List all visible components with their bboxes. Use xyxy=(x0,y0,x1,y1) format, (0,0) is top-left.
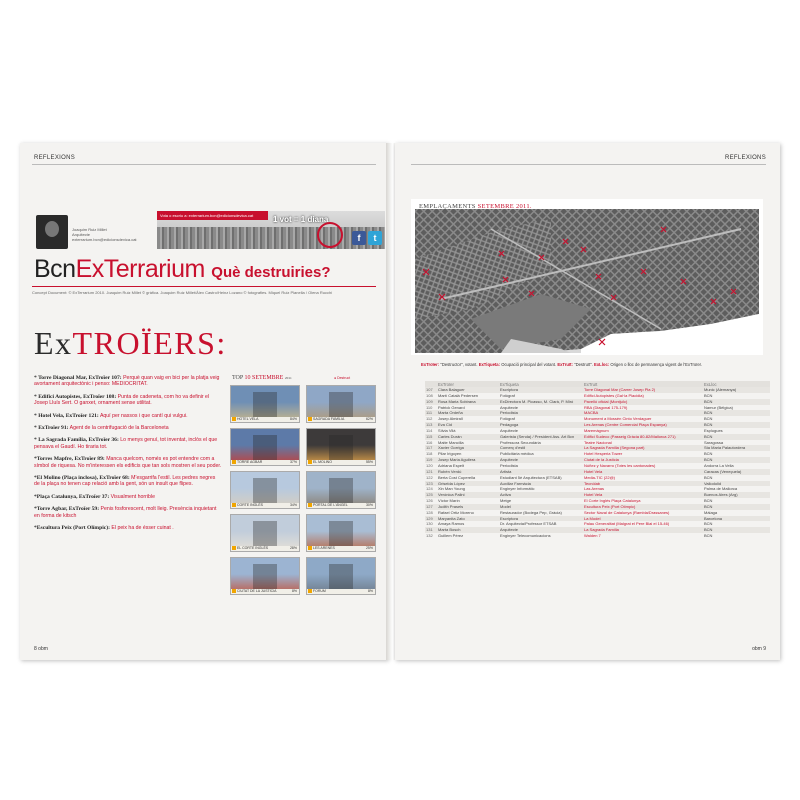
table-cell: Professora Secundària xyxy=(500,439,541,445)
table-cell: Media-TIC (22@) xyxy=(584,474,615,480)
table-cell: BCN xyxy=(704,533,713,539)
top10-tile xyxy=(230,514,300,552)
table-cell: Núñez y Navarro (Totes les cantonades) xyxy=(584,462,656,468)
table-cell: Clara Balaguer xyxy=(437,387,499,393)
table-cell: 127 xyxy=(425,504,437,510)
table-cell: Saragossa xyxy=(704,439,724,445)
building-photo xyxy=(329,392,353,418)
banner-vote-text: 1 vot = 1 diana xyxy=(273,215,329,224)
table-cell: Carles Durán xyxy=(437,434,499,440)
table-cell: BCN xyxy=(703,422,770,428)
table-cell: Artista xyxy=(499,469,583,475)
table-cell: Màlaga xyxy=(704,509,718,515)
tile-label: EL MOLINO xyxy=(313,460,332,464)
tile-percent: 55% xyxy=(365,460,373,464)
tile-caption xyxy=(231,589,299,594)
table-cell: RBA (Diagonal 175-179) xyxy=(584,404,628,410)
table-cell: Eva Cid xyxy=(437,422,499,428)
tile-label: CORTE INGLÉS xyxy=(237,503,263,507)
top10-tile xyxy=(306,428,376,466)
tile-caption xyxy=(231,460,299,465)
right-page xyxy=(395,143,780,660)
tile-caption xyxy=(307,503,375,508)
table-cell: Ciutat de la Justícia xyxy=(583,457,703,463)
banner-stripe: Vota o escriu a: exterrarium.bcn@edicionsdevica.cat xyxy=(157,211,268,220)
table-cell: 114 xyxy=(426,427,433,433)
table-cell: Tecnòlab xyxy=(583,481,703,487)
building-photo xyxy=(329,564,353,590)
left-page xyxy=(20,143,388,660)
top10-tile xyxy=(306,471,376,509)
list-item: * Torre Diagonal Mar, ExTroïer 107: Perquè quan vaig en bici per la platja veig avortament arquitectònic i penso: MEDIOCRITAT. xyxy=(34,375,220,388)
article-title xyxy=(34,255,331,284)
tile-percent: 37% xyxy=(289,460,297,464)
table-cell: Esplugues xyxy=(704,427,723,433)
table-cell: Hotel Vela xyxy=(583,469,703,475)
table-cell: BCN xyxy=(703,399,770,405)
table-cell: MACBA xyxy=(583,410,703,416)
table-cell: Amaya Ramos xyxy=(438,521,465,527)
table-cell: Periodista xyxy=(499,410,583,416)
tile-caption xyxy=(307,589,375,594)
title-part1: Bcn xyxy=(34,255,76,283)
table-cell: Vallodolid xyxy=(703,481,770,487)
table-cell: BCN xyxy=(704,416,713,422)
table-cell: Maryanita Zato xyxy=(437,516,499,522)
table-cell: 112 xyxy=(426,416,433,422)
target-icon xyxy=(308,417,312,421)
table-cell: BCN xyxy=(703,457,770,463)
page-number: obm 9 xyxy=(752,646,766,652)
table-cell: Rosa Maria Sobirana xyxy=(437,399,499,405)
table-cell: Arquitecte xyxy=(500,404,519,410)
author-email: exterrarium.bcn@edicionsdevica.cat xyxy=(72,237,137,242)
table-cell: Josep Maria Aguilera xyxy=(437,457,499,463)
table-cell: Sector Naval de Catalunya (Rambla/Drassanes) xyxy=(584,509,670,515)
table-cell: 110 xyxy=(426,404,433,410)
table-cell: Verónica Palini xyxy=(437,492,499,498)
table-cell: Judith Prasels xyxy=(437,504,499,510)
table-cell: BCN xyxy=(703,410,770,416)
table-cell: Pedagoga xyxy=(499,422,583,428)
top10-tile xyxy=(230,471,300,509)
section-header: REFLEXIONS xyxy=(34,155,76,161)
table-cell: Sta Maria Palautordera xyxy=(703,445,770,451)
table-cell: Munic (Alemanya) xyxy=(703,387,770,393)
table-cell: 132 xyxy=(426,533,433,539)
title-part2: ExTerrarium xyxy=(75,255,205,283)
table-cell: Guillem Pérez xyxy=(438,533,464,539)
vote-banner xyxy=(157,211,385,249)
table-cell: 124 xyxy=(426,486,433,492)
table-cell: ExDirectora M. Picasso, M. Clarà, P. Miró xyxy=(499,399,583,405)
table-cell: Torre Diagonal Mar (Carrer Josep Pla 2) xyxy=(583,387,703,393)
target-icon xyxy=(232,417,236,421)
tile-percent: 25% xyxy=(365,546,373,550)
target-icon xyxy=(232,503,236,507)
table-cell: 108 xyxy=(426,392,433,398)
tile-label: CIUTAT DE LA JUSTÍCIA xyxy=(237,589,277,593)
target-icon xyxy=(308,546,312,550)
table-cell: Xin Man Young xyxy=(438,486,465,492)
list-item: * Edifici Autopistes, ExTroïer 108: Punta de cadeneta, com ho va definir el Josep Lluís Sert. O ganxet, ornament sense utilitat. xyxy=(34,393,210,407)
table-cell: Marta Ordeña xyxy=(437,410,499,416)
table-cell: 129 xyxy=(425,516,437,522)
destruct-label: ● Destruct xyxy=(334,376,351,380)
tile-percent: 8% xyxy=(367,589,373,593)
section-header: REFLEXIONS xyxy=(724,155,766,161)
building-photo xyxy=(253,392,277,418)
extroiers-heading xyxy=(34,325,227,362)
skyline-image xyxy=(157,227,385,249)
table-cell: Enginyer Telecomunicacions xyxy=(500,533,551,539)
table-cell: Pavelló oficial (Montjuïc) xyxy=(583,399,703,405)
col-extroier: ExTroïer xyxy=(437,381,499,387)
table-cell: 109 xyxy=(425,399,437,405)
table-cell: Escriptora xyxy=(499,387,583,393)
table-cell: Las Arenas xyxy=(584,486,605,492)
table-cell: Comerç d'estil xyxy=(499,445,583,451)
table-row xyxy=(425,533,770,539)
table-cell: Arquitecte xyxy=(499,457,583,463)
table-cell: Hotel Hesperia Tower xyxy=(584,451,623,457)
tile-caption xyxy=(231,503,299,508)
table-cell: 120 xyxy=(426,462,433,468)
table-cell: Escultura Peix (Port Olímpic) xyxy=(583,504,703,510)
voters-table xyxy=(425,381,770,539)
table-cell: 118 xyxy=(426,451,433,457)
col-extiqueta: ExTiqueta xyxy=(499,381,583,387)
table-cell: Rubén Verdú xyxy=(437,469,499,475)
table-cell: 128 xyxy=(426,509,433,515)
table-cell: La Sagrada Família xyxy=(583,527,703,533)
table-cell: 113 xyxy=(425,422,437,428)
table-cell: Model xyxy=(499,504,583,510)
table-cell: 111 xyxy=(425,410,437,416)
table-cell: BCN xyxy=(703,527,770,533)
table-cell: Fotògraf xyxy=(500,416,515,422)
top10-tile xyxy=(230,385,300,423)
table-cell: Enginyer Informàtic xyxy=(500,486,535,492)
table-cell: Walden 7 xyxy=(584,533,601,539)
top10-tile xyxy=(230,428,300,466)
table-cell: Griselda López xyxy=(437,481,499,487)
tile-percent: 84% xyxy=(289,417,297,421)
extroiers-heading-b: TROÏERS: xyxy=(72,325,227,361)
tile-label: HOTEL VELA xyxy=(237,417,259,421)
table-cell: Edifici Autopistes (Gal·la Placidia) xyxy=(584,392,644,398)
table-cell: 125 xyxy=(425,492,437,498)
table-cell: 117 xyxy=(425,445,437,451)
page-number: 8 obm xyxy=(34,646,48,652)
top10-tile xyxy=(230,557,300,595)
entries-list xyxy=(34,375,222,538)
building-photo xyxy=(329,478,353,504)
list-item: *Escultura Peix (Port Olímpic): El peix ha de ésser cuinat . xyxy=(34,525,174,532)
legend: ExTroïer: "Destructor", votant. ExTiqueta: Ocupació principal del votant. ExTruït: "Destruït". ExLloc: Origen o lloc de permanença vigent de l'ExTroïer. xyxy=(421,362,702,367)
tile-label: SAGRADA FAMÍLIA xyxy=(313,417,345,421)
table-cell: 107 xyxy=(425,387,437,393)
tile-caption xyxy=(307,417,375,422)
table-cell: Publicitària mèdica xyxy=(500,451,534,457)
table-cell: Restaurador (Bodega Pep, Gràcia) xyxy=(500,509,562,515)
top10-tile xyxy=(306,385,376,423)
list-item: * Hotel Vela, ExTroïer 121: Aquí per nassos i que cantí qui vulgui. xyxy=(34,412,188,419)
target-icon xyxy=(308,460,312,464)
table-cell: Palma de Mallorca xyxy=(704,486,738,492)
tile-label: LES ARENES xyxy=(313,546,335,550)
building-photo xyxy=(253,435,277,461)
facebook-icon[interactable]: f xyxy=(352,231,366,245)
table-cell: BCN xyxy=(704,451,713,457)
table-cell: Marta Bosch xyxy=(437,527,499,533)
tile-caption xyxy=(307,460,375,465)
table-cell: Maite Mancilla xyxy=(438,439,464,445)
table-cell: Periodista xyxy=(500,462,518,468)
map-title: EMPLAÇAMENTS SETEMBRE 2011. xyxy=(419,203,532,210)
top10-tile xyxy=(306,514,376,552)
table-cell: Monument a Mossèn Cinto Verdaguer xyxy=(584,416,652,422)
table-cell: Víctor Marín xyxy=(438,498,460,504)
table-cell: 126 xyxy=(426,498,433,504)
twitter-icon[interactable]: t xyxy=(368,231,382,245)
table-cell: Namur (Bèlgica) xyxy=(704,404,733,410)
table-cell: Berta Cost Cuperella xyxy=(438,474,476,480)
table-cell: El Corte Inglés Plaça Catalunya xyxy=(584,498,641,504)
author-name: Joaquim Ruiz Millet xyxy=(72,227,107,232)
table-cell: 123 xyxy=(425,481,437,487)
barcelona-map xyxy=(411,199,763,355)
table-cell: La Sagrada Família (Segona part) xyxy=(583,445,703,451)
map-panel xyxy=(411,199,763,355)
table-cell: Xavier Gorriga xyxy=(437,445,499,451)
header-rule xyxy=(411,164,766,165)
table-cell: Palau Generalitat (Malgrat el Pere Blai el 15-46) xyxy=(584,521,670,527)
author-role: Arquitecte xyxy=(72,232,91,237)
list-item: * ExTroïer 91: Agent de la centrifugació de la Barceloneta xyxy=(34,425,169,432)
tile-label: EL CORTE INGLÉS xyxy=(237,546,269,550)
target-icon xyxy=(232,460,236,464)
tile-percent: 62% xyxy=(365,417,373,421)
building-photo xyxy=(329,521,353,547)
table-cell: 115 xyxy=(425,434,437,440)
building-photo xyxy=(253,521,277,547)
table-cell: Rafael Ortiz Moreno xyxy=(438,509,474,515)
table-cell: 122 xyxy=(426,474,433,480)
table-cell: Patrick Genard xyxy=(438,404,465,410)
title-rule xyxy=(32,286,376,287)
author-block xyxy=(72,227,137,242)
table-cell: Maremàgnum xyxy=(584,427,609,433)
top10-label: TOP 10 SETEMBRE 2011 xyxy=(232,375,292,381)
list-item: *El Molino (Plaça inclosa), ExTroïer 68: M'esgarrifa l'estil. Les pedres negres de la plaça no tenen cap relació amb la gent, són un insult que flipes. xyxy=(34,475,216,488)
table-cell: Arquitecte xyxy=(500,427,519,433)
table-cell: Auxiliar Farmàcia xyxy=(499,481,583,487)
table-cell: BCN xyxy=(703,434,770,440)
table-cell: Metge xyxy=(500,498,512,504)
tile-percent: 28% xyxy=(289,546,297,550)
table-cell: Josep Almirall xyxy=(438,416,463,422)
header-rule xyxy=(32,164,376,165)
table-cell: Activa xyxy=(499,492,583,498)
table-cell: La Model xyxy=(583,516,703,522)
title-question: Què destruiries? xyxy=(211,264,331,281)
tile-label: TORRE AGBAR xyxy=(237,460,263,464)
tile-caption xyxy=(307,546,375,551)
author-photo xyxy=(36,215,68,249)
table-cell: 119 xyxy=(425,457,437,463)
table-cell: 121 xyxy=(425,469,437,475)
table-cell: Andorra La Vella xyxy=(704,462,734,468)
table-cell: Arquitecte xyxy=(499,527,583,533)
col-extruit: ExTruït xyxy=(583,381,703,387)
building-photo xyxy=(253,478,277,504)
table-cell: Fotògraf xyxy=(500,392,515,398)
tile-caption xyxy=(231,417,299,422)
table-cell: BCN xyxy=(704,521,713,527)
table-cell: BCN xyxy=(704,392,713,398)
list-item: *Torre Agbar, ExTroïer 59: Penis fosforescent, molt lleig. Presència inquietant en forma de kitsch xyxy=(34,506,217,519)
target-icon xyxy=(308,503,312,507)
table-cell: 130 xyxy=(426,521,433,527)
table-cell: Estudiant 5è Arquitectura (ETSAB) xyxy=(500,474,562,480)
table-cell: Barcelona xyxy=(703,516,770,522)
list-item: * La Sagrada Família, ExTroïer 36: Lo menys genuí, tot inventat, inclòs el que pensava el Gaudí. Ho tiraria tot. xyxy=(34,437,218,450)
tile-percent: 30% xyxy=(365,503,373,507)
target-icon xyxy=(317,222,343,248)
col-exlloc: ExLloc xyxy=(703,381,770,387)
building-photo xyxy=(253,564,277,590)
top10-tile xyxy=(306,557,376,595)
tile-label: PORTAL DE L'ÀNGEL xyxy=(313,503,348,507)
table-cell: Buenos Aires (Arg) xyxy=(703,492,770,498)
table-cell: BCN xyxy=(703,504,770,510)
target-icon xyxy=(308,589,312,593)
tile-caption xyxy=(231,546,299,551)
table-cell: Martí Català Pedersen xyxy=(438,392,479,398)
credits-line: Concept Document: © ExTerrarium 2010. Joaquim Ruiz Millet © gràfica. Joaquim Ruiz Millet/Àlex Castro/Heinz Lozano © fotografies. Miquel Ruiz Planella / Olena Rucchi xyxy=(32,290,333,295)
tile-label: FORUM xyxy=(313,589,326,593)
target-icon xyxy=(232,589,236,593)
table-cell: Teatre Nacional xyxy=(584,439,612,445)
table-cell: 131 xyxy=(425,527,437,533)
tile-percent: 8% xyxy=(291,589,297,593)
table-cell: Adriana Espelt xyxy=(438,462,465,468)
table-cell: 116 xyxy=(426,439,433,445)
table-cell: BCN xyxy=(704,474,713,480)
table-cell: Edifici Sudeco (Passeig Gràcia 80-82/Mallorca 271) xyxy=(583,434,703,440)
table-cell: Les Arenas (Centre Comercial Plaça Espanya) xyxy=(583,422,703,428)
extroiers-heading-a: Ex xyxy=(34,325,73,361)
table-cell: Dr. Arquitecta/Professor ETSAB xyxy=(500,521,557,527)
target-icon xyxy=(232,546,236,550)
table-cell: Hotel Vela xyxy=(583,492,703,498)
building-photo xyxy=(329,435,353,461)
list-item: *Plaça Catalunya, ExTroïer 37: Visualment horrible xyxy=(34,493,155,500)
table-cell: BCN xyxy=(704,498,713,504)
table-cell: Galerista (Senda) / President Ass. Art Bcn xyxy=(499,434,583,440)
table-cell: Escriptora xyxy=(499,516,583,522)
tile-percent: 34% xyxy=(289,503,297,507)
list-item: *Torres Mapfre, ExTroïer 89: Manca quelcom, només es pot entendre com a símbol de riquesa. No m'interessen els edificis que tan sols mostren el seu poder. xyxy=(34,456,222,469)
table-cell: Caracas (Veneçuela) xyxy=(703,469,770,475)
table-cell: Pilar Irigoyen xyxy=(438,451,462,457)
table-cell: Sílvia Vilà xyxy=(438,427,456,433)
